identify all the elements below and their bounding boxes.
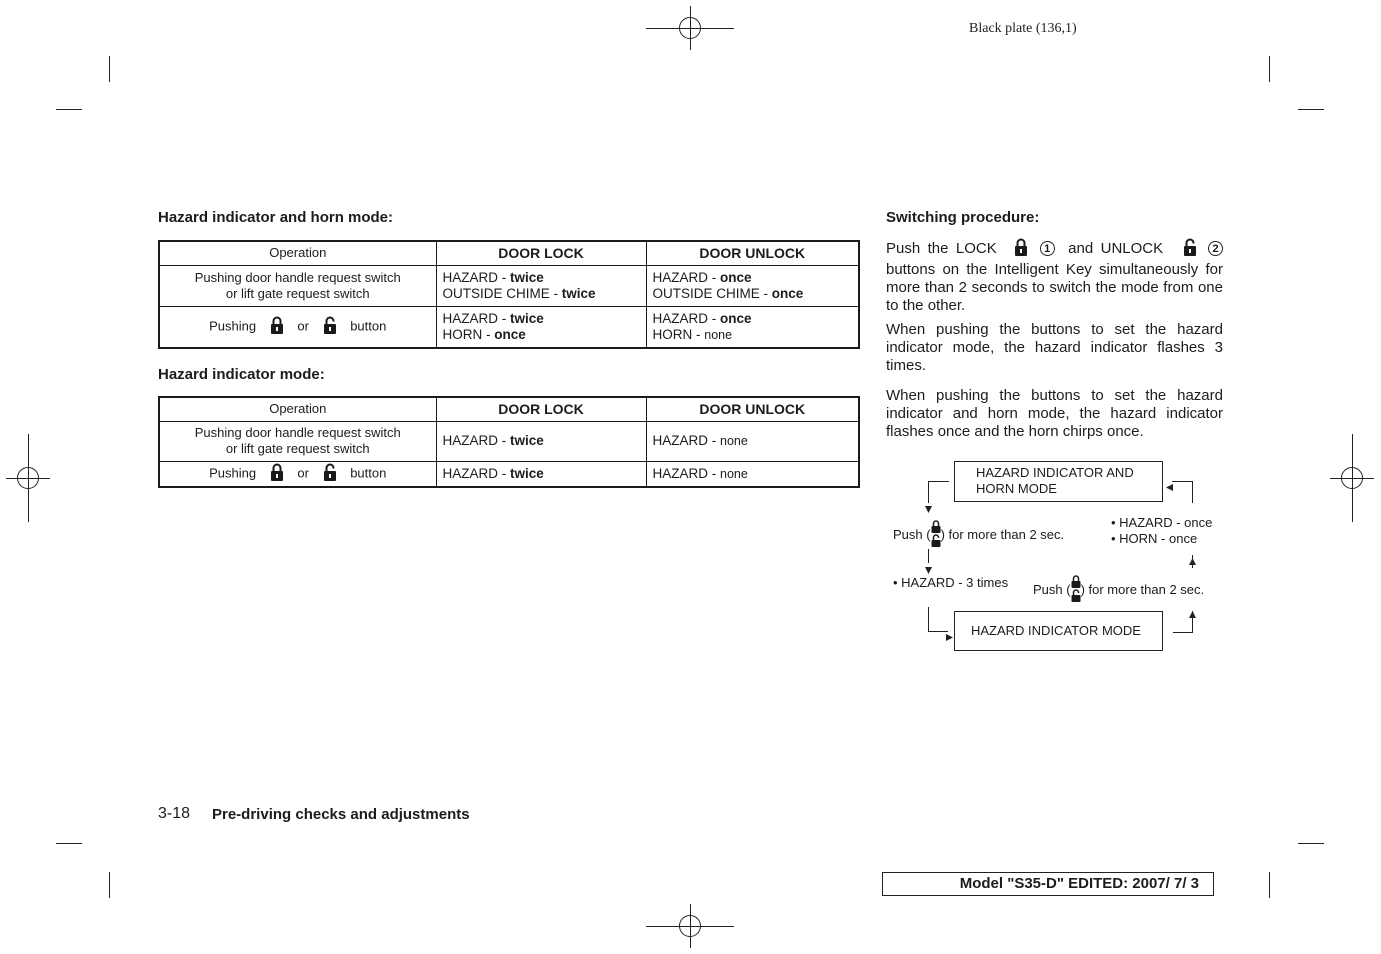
operation-text: Pushing	[209, 318, 257, 334]
label-text: Push (	[893, 527, 931, 542]
paragraph-text: buttons on the Intelligent Key simultaneously for more than 2 seconds to switch the mode from one to the other.	[886, 261, 1223, 314]
lock-icon	[1014, 238, 1028, 261]
value-label: HAZARD -	[442, 310, 510, 326]
arrow-up-icon	[1189, 552, 1196, 570]
value-text: once	[720, 310, 752, 326]
operation-text: or lift gate request switch	[225, 285, 370, 301]
header-door-unlock: DOOR UNLOCK	[646, 241, 859, 265]
arrow-down-icon	[925, 500, 932, 518]
header-door-unlock: DOOR UNLOCK	[646, 397, 859, 421]
arrow-up-icon	[1189, 605, 1196, 623]
value-text: once	[494, 326, 526, 342]
operation-text: button	[350, 465, 387, 481]
operation-cell	[159, 461, 436, 487]
operation-cell	[159, 306, 436, 348]
operation-text: or	[297, 318, 309, 334]
box-text: HORN MODE	[976, 481, 1057, 496]
hazard-horn-table	[158, 240, 860, 349]
value-label: OUTSIDE CHIME -	[442, 285, 562, 301]
value-text: twice	[510, 310, 544, 326]
hazard-bullet: • HAZARD - 3 times	[893, 575, 1009, 590]
operation-text: or lift gate request switch	[225, 441, 370, 456]
value-label: HORN -	[442, 326, 495, 342]
value-text: none	[704, 327, 733, 342]
switching-paragraph-3: When pushing the buttons to set the hazard indicator and horn mode, the hazard indicator flashes once and the horn chirps once.	[886, 387, 1223, 440]
value-label: HORN -	[652, 326, 705, 342]
door-lock-cell	[436, 461, 646, 487]
operation-text: Pushing door handle request switch	[194, 425, 401, 440]
hazard-mode-box	[954, 611, 1163, 651]
operation-text: Pushing	[209, 465, 257, 481]
bullet-text: • HORN - once	[1111, 531, 1198, 546]
value-label: HAZARD -	[652, 269, 720, 285]
value-label: HAZARD -	[652, 465, 720, 481]
push-left-label	[893, 520, 1064, 551]
value-text: twice	[510, 465, 544, 481]
table-row	[159, 306, 859, 348]
switching-paragraph-2: When pushing the buttons to set the hazard indicator mode, the hazard indicator flashes 3 times.	[886, 321, 1223, 374]
lock-unlock-icon	[931, 520, 941, 551]
unlock-icon	[323, 463, 337, 485]
value-text: twice	[510, 433, 544, 448]
value-label: HAZARD -	[652, 433, 720, 448]
table-header-row	[159, 397, 859, 421]
unlock-icon	[323, 316, 337, 338]
label-text: ) for more than 2 sec.	[1080, 582, 1205, 597]
operation-cell	[159, 421, 436, 461]
label-text: ) for more than 2 sec.	[940, 527, 1065, 542]
section-footer-label: Pre-driving checks and adjustments	[212, 806, 470, 823]
value-text: once	[771, 285, 804, 301]
header-door-lock: DOOR LOCK	[436, 397, 646, 421]
door-unlock-cell	[646, 306, 859, 348]
door-unlock-cell	[646, 421, 859, 461]
label-text: Push (	[1033, 582, 1071, 597]
value-label: HAZARD -	[442, 465, 510, 481]
door-lock-cell	[436, 421, 646, 461]
value-label: OUTSIDE CHIME -	[652, 285, 772, 301]
page-number: 3-18	[158, 805, 191, 822]
section-title-hazard-horn: Hazard indicator and horn mode:	[158, 209, 394, 226]
box-text: HAZARD INDICATOR AND	[976, 465, 1134, 480]
callout-number-2: 2	[1208, 241, 1223, 256]
callout-number-1: 1	[1040, 241, 1055, 256]
unlock-icon	[1183, 238, 1197, 261]
header-door-lock: DOOR LOCK	[436, 241, 646, 265]
value-text: none	[720, 434, 748, 448]
value-text: twice	[561, 285, 596, 301]
value-text: once	[720, 269, 752, 285]
value-label: HAZARD -	[442, 269, 510, 285]
bullet-text: • HAZARD - once	[1111, 515, 1213, 530]
section-title-hazard: Hazard indicator mode:	[158, 366, 325, 383]
table-row	[159, 461, 859, 487]
paragraph-text: and UNLOCK	[1068, 240, 1164, 257]
door-unlock-cell	[646, 265, 859, 306]
operation-text: or	[297, 465, 309, 481]
value-label: HAZARD -	[442, 433, 510, 448]
value-label: HAZARD -	[652, 310, 720, 326]
operation-text: Pushing door handle request switch	[194, 269, 401, 285]
door-unlock-cell	[646, 461, 859, 487]
switching-paragraph-1	[886, 238, 1223, 315]
value-text: twice	[510, 269, 544, 285]
hazard-horn-bullets	[1111, 515, 1212, 547]
table-header-row	[159, 241, 859, 265]
lock-icon	[270, 316, 284, 338]
operation-text: button	[350, 318, 387, 334]
model-edit-label: Model "S35-D" EDITED: 2007/ 7/ 3	[882, 872, 1214, 896]
table-row	[159, 265, 859, 306]
plate-label: Black plate (136,1)	[969, 21, 1077, 36]
push-right-label	[1033, 575, 1204, 606]
table-row	[159, 421, 859, 461]
value-text: none	[720, 466, 748, 481]
operation-cell	[159, 265, 436, 306]
hazard-table	[158, 396, 860, 488]
header-operation: Operation	[159, 397, 436, 421]
hazard-horn-mode-box	[954, 461, 1163, 502]
arrow-right-icon	[946, 628, 953, 646]
lock-unlock-icon	[1071, 575, 1081, 606]
paragraph-text: Push the LOCK	[886, 240, 997, 257]
switching-procedure-title: Switching procedure:	[886, 209, 1040, 226]
arrow-left-icon	[1166, 478, 1173, 496]
door-lock-cell	[436, 306, 646, 348]
door-lock-cell	[436, 265, 646, 306]
lock-icon	[270, 463, 284, 485]
box-text: HAZARD INDICATOR MODE	[971, 623, 1141, 638]
header-operation: Operation	[159, 241, 436, 265]
